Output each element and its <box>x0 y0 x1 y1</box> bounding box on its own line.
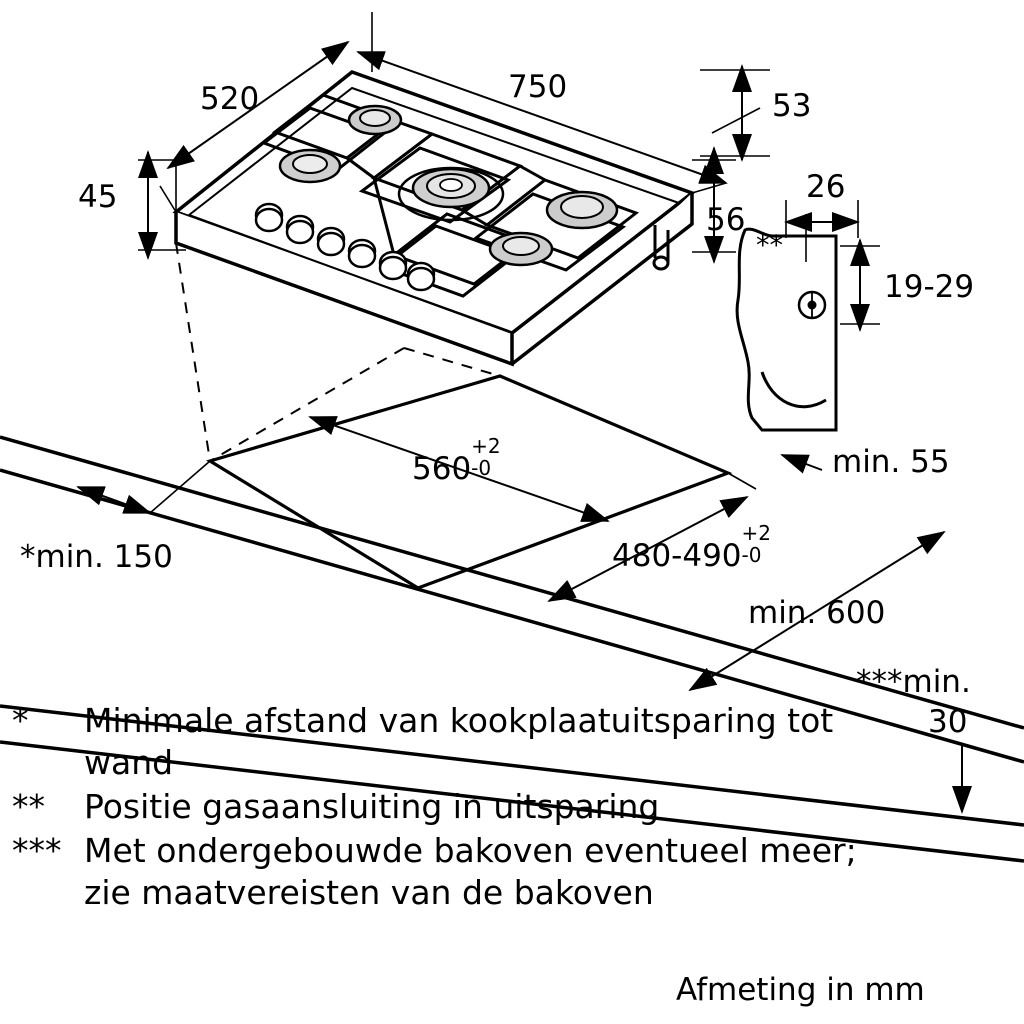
dimension-label-750: 750 <box>508 69 568 105</box>
dimension-label-53: 53 <box>772 88 812 124</box>
dimension-label-19-29: 19-29 <box>884 269 975 305</box>
dimension-label-min-rear: min. 55 <box>832 444 950 480</box>
cutout-depth-tolerance <box>741 521 772 567</box>
dimension-label-cutout-depth <box>612 521 772 574</box>
legend-item <box>12 786 872 828</box>
dimension-label-min-wall-distance: *min. 150 <box>20 539 173 575</box>
legend-mark: * <box>12 701 29 740</box>
cutout-depth-tol-plus: +2 <box>741 521 772 545</box>
legend-mark: ** <box>12 786 45 826</box>
dimension-label-min-worktop-depth: min. 600 <box>748 595 886 631</box>
cutout-width-tol-minus: -0 <box>471 456 492 480</box>
cutout-width-value: 560 <box>412 451 472 487</box>
dimension-label-26: 26 <box>806 169 846 205</box>
legend <box>12 700 872 916</box>
legend-item <box>12 700 872 784</box>
legend-item <box>12 830 872 914</box>
legend-text: Positie gasaansluiting in uitsparing <box>84 786 660 826</box>
units-note: Afmeting in mm <box>676 972 925 1008</box>
cutout-width-tol-plus: +2 <box>471 434 501 458</box>
dimension-label-45: 45 <box>78 179 118 215</box>
dimension-label-min-below-value: 30 <box>928 704 968 740</box>
legend-text: Minimale afstand van kookplaatuitsparing tot wand <box>84 701 834 782</box>
dimension-label-cutout-width <box>412 434 501 487</box>
cutout-depth-value: 480-490 <box>612 538 742 574</box>
dimension-label-520: 520 <box>200 81 260 117</box>
gas-connection-mark: ** <box>756 230 783 261</box>
legend-mark: *** <box>12 830 62 870</box>
dimension-label-min-below-mark: ***min. <box>856 664 971 700</box>
cutout-depth-tol-minus: -0 <box>741 543 762 567</box>
dimension-label-56: 56 <box>706 202 746 238</box>
legend-text: Met ondergebouwde bakoven eventueel meer; zie maatvereisten van de bakoven <box>84 830 857 912</box>
cutout-width-tolerance <box>471 434 501 480</box>
